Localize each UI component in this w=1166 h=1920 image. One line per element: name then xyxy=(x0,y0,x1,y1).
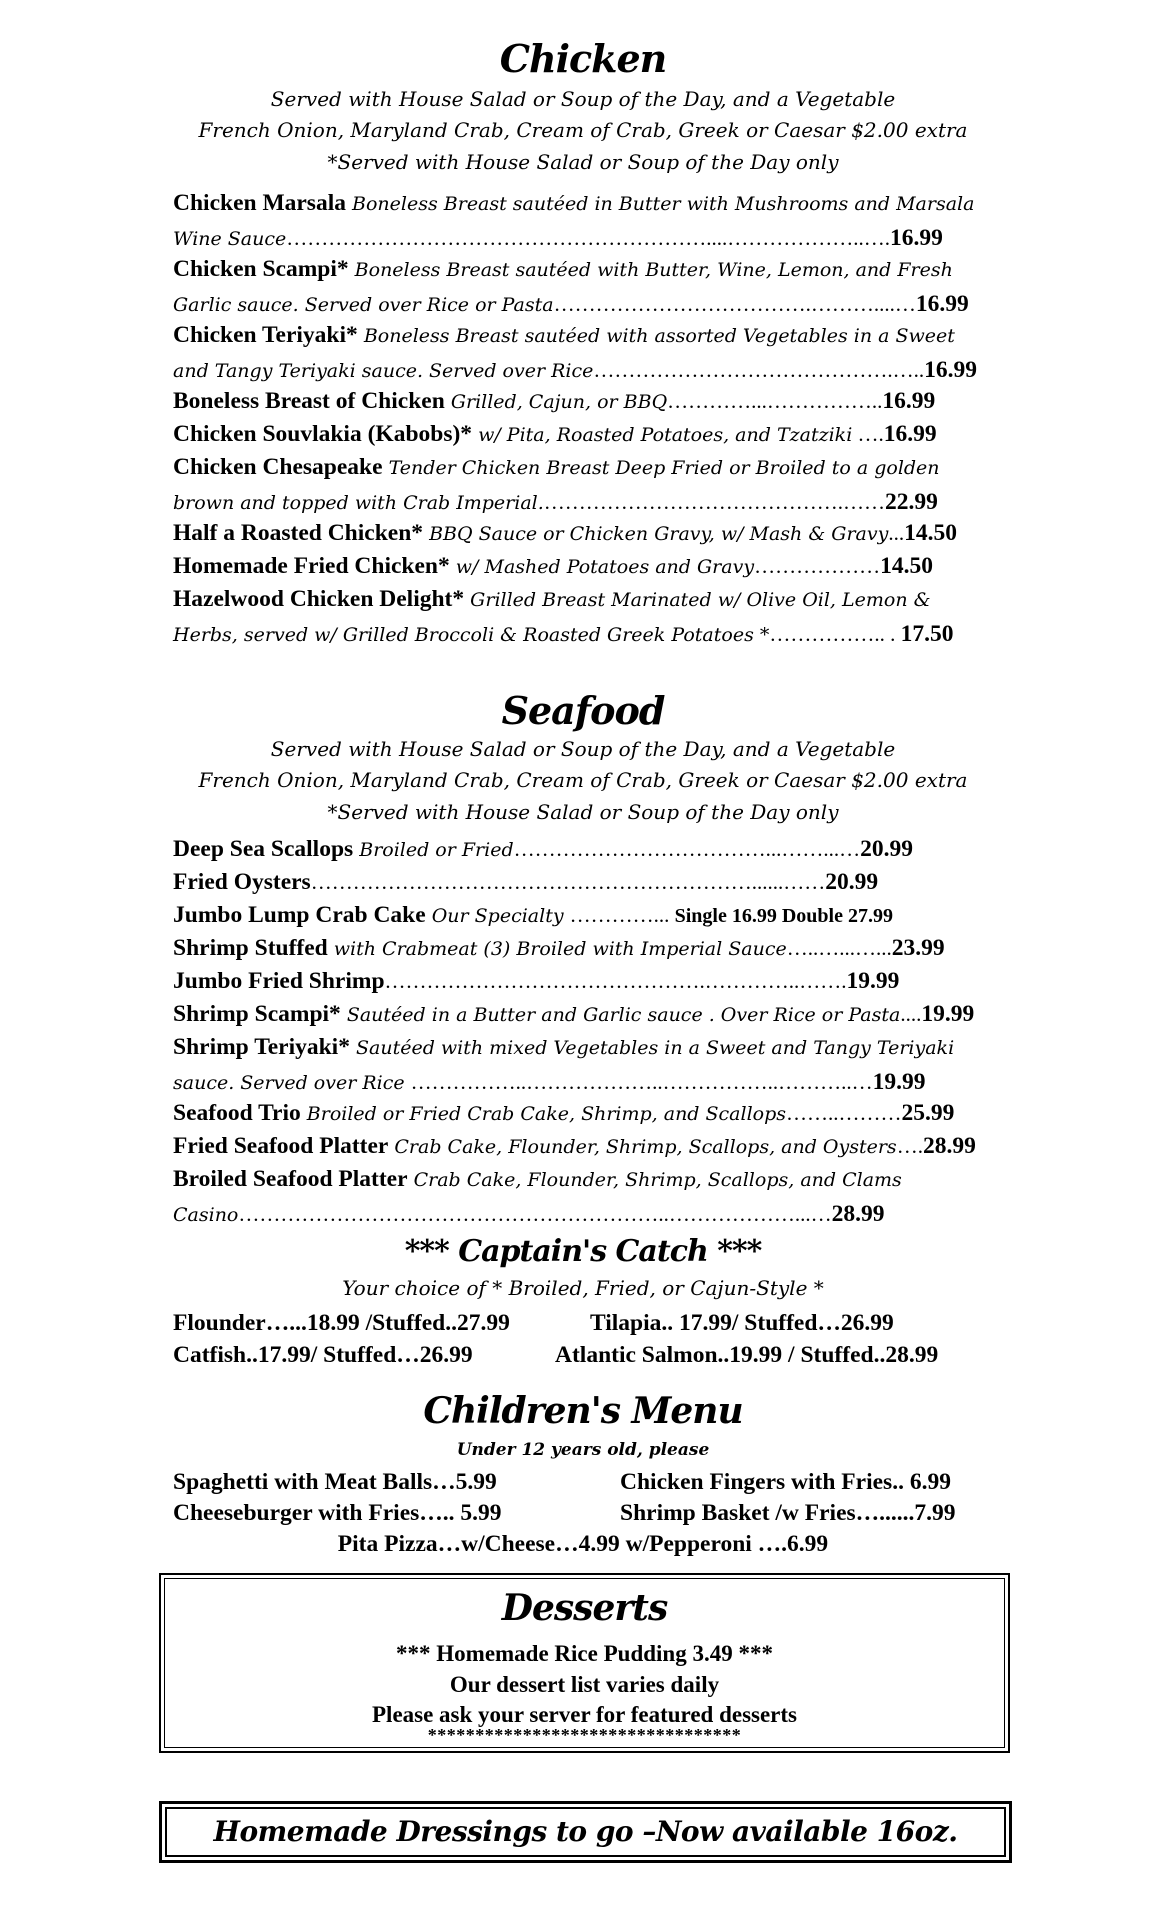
item-price: 28.99 xyxy=(922,1133,976,1159)
item-description: Boneless Breast sautéed with Butter, Wine, Lemon, and Fresh xyxy=(348,259,953,281)
item-price: 19.99 xyxy=(872,1069,926,1095)
seafood-intro-3: *Served with House Salad or Soup of the Day only xyxy=(327,800,839,824)
item-description: Tender Chicken Breast Deep Fried or Broiled to a golden xyxy=(382,457,940,479)
item-name: Jumbo Lump Crab Cake xyxy=(173,902,426,928)
item-price: 16.99 xyxy=(882,388,936,414)
item-price: 19.99 xyxy=(846,968,900,994)
dessert-ask-server: Please ask your server for featured desserts xyxy=(372,1702,797,1727)
chicken-intro-1: Served with House Salad or Soup of the Day, and a Vegetable xyxy=(270,87,896,111)
item-price: 16.99 xyxy=(924,357,977,383)
item-description: Boneless Breast sautéed with assorted Vegetables in a Sweet xyxy=(357,325,955,347)
item-price: 23.99 xyxy=(891,935,945,961)
item-leader-dots: ……………………………………………………..………………...… xyxy=(238,1202,832,1226)
item-leader-dots: …. xyxy=(852,422,884,446)
childrens-menu-heading: Children's Menu xyxy=(423,1390,743,1432)
item-name: Jumbo Fried Shrimp xyxy=(173,968,385,994)
item-leader-dots: …………...…………….. xyxy=(667,389,883,413)
item-leader-dots: ……………………………….………....… xyxy=(553,292,916,316)
item-price: 22.99 xyxy=(885,489,938,515)
item-description: Grilled Breast Marinated w/ Olive Oil, Lemon & xyxy=(464,589,931,611)
item-description: Crab Cake, Flounder, Shrimp, Scallops, and Oysters xyxy=(388,1136,897,1158)
chicken-menu-item xyxy=(173,582,1003,652)
item-name: Hazelwood Chicken Delight* xyxy=(173,586,465,612)
item-price: 20.99 xyxy=(860,836,913,862)
item-name: Seafood Trio xyxy=(173,1100,301,1126)
item-name: Fried Oysters xyxy=(173,869,311,895)
item-leader-dots: ………………………………………………………......…… xyxy=(310,870,826,894)
seafood-intro-2: French Onion, Maryland Crab, Cream of Crab, Greek or Caesar $2.00 extra xyxy=(198,768,968,792)
chicken-menu-item xyxy=(173,252,1003,322)
seafood-menu-item xyxy=(173,1129,1003,1164)
item-leader-dots: ………………………………...……...… xyxy=(513,837,861,861)
item-description-cont: sauce. Served over Rice xyxy=(173,1072,411,1094)
dessert-stars-divider: ********************************* xyxy=(427,1725,742,1745)
kids-spaghetti: Spaghetti with Meat Balls…5.99 xyxy=(173,1469,497,1495)
captains-catch-heading: *** Captain's Catch *** xyxy=(404,1234,762,1269)
kids-cheeseburger: Cheeseburger with Fries….. 5.99 xyxy=(173,1500,502,1526)
item-name: Half a Roasted Chicken* xyxy=(173,520,424,546)
captains-catch-subtitle: Your choice of * Broiled, Fried, or Cajun-Style * xyxy=(342,1276,824,1300)
item-description: Grilled, Cajun, or BBQ xyxy=(444,391,668,413)
item-price: 14.50 xyxy=(880,553,933,579)
chicken-menu-item xyxy=(173,318,1003,388)
item-leader-dots: …………………………………….….. xyxy=(593,358,925,382)
item-description-cont: and Tangy Teriyaki sauce. Served over Rice xyxy=(173,360,594,382)
seafood-menu-item xyxy=(173,898,1003,933)
chicken-heading: Chicken xyxy=(499,36,667,81)
dressings-banner xyxy=(159,1801,1012,1863)
dessert-list-note: Our dessert list varies daily xyxy=(449,1672,720,1697)
item-name: Shrimp Stuffed xyxy=(173,935,328,961)
chicken-menu-item xyxy=(173,417,1003,452)
catch-salmon: Atlantic Salmon..19.99 / Stuffed..28.99 xyxy=(555,1342,939,1368)
item-price: 16.99 xyxy=(915,291,969,317)
item-description: Broiled or Fried Crab Cake, Shrimp, and Scallops xyxy=(300,1103,787,1125)
item-description-cont: brown and topped with Crab Imperial. xyxy=(173,492,544,514)
item-price: 16.99 xyxy=(883,421,937,447)
item-leader-dots: ……………… xyxy=(754,554,881,578)
catch-tilapia: Tilapia.. 17.99/ Stuffed…26.99 xyxy=(590,1310,894,1336)
item-leader-dots: …. xyxy=(896,1134,923,1158)
item-description: w/ Pita, Roasted Potatoes, and Tzatziki xyxy=(472,424,853,446)
item-leader-dots: …..…...…... xyxy=(786,936,892,960)
desserts-heading: Desserts xyxy=(501,1587,668,1629)
item-price: 14.50 xyxy=(904,520,957,546)
dressings-banner-text: Homemade Dressings to go –Now available 16oz. xyxy=(165,1807,1006,1857)
desserts-box xyxy=(159,1573,1010,1753)
item-name: Chicken Scampi* xyxy=(173,256,349,282)
seafood-menu-item xyxy=(173,964,1003,999)
seafood-menu-item xyxy=(173,997,1003,1032)
item-leader-dots: ……………………………………………………....………………..…. xyxy=(286,226,891,250)
item-price: Single 16.99 Double 27.99 xyxy=(674,905,893,927)
item-description: Crab Cake, Flounder, Shrimp, Scallops, and Clams xyxy=(407,1169,902,1191)
seafood-menu-item xyxy=(173,931,1003,966)
item-price: 25.99 xyxy=(901,1100,955,1126)
item-leader-dots: …………….. . xyxy=(769,622,901,646)
item-description-cont: Herbs, served w/ Grilled Broccoli & Roasted Greek Potatoes * xyxy=(173,624,770,646)
item-name: Shrimp Scampi* xyxy=(173,1001,341,1027)
item-price: 28.99 xyxy=(831,1201,885,1227)
seafood-heading: Seafood xyxy=(501,688,665,733)
kids-shrimp-basket: Shrimp Basket /w Fries…......7.99 xyxy=(620,1500,956,1526)
item-leader-dots: ... xyxy=(888,521,905,545)
item-price: 16.99 xyxy=(890,225,943,251)
item-name: Chicken Marsala xyxy=(173,190,346,216)
seafood-menu-item xyxy=(173,865,1003,900)
seafood-menu-item xyxy=(173,1162,1003,1232)
item-description: w/ Mashed Potatoes and Gravy xyxy=(449,556,755,578)
item-name: Chicken Teriyaki* xyxy=(173,322,358,348)
dessert-rice-pudding: *** Homemade Rice Pudding 3.49 *** xyxy=(396,1641,773,1666)
seafood-intro-1: Served with House Salad or Soup of the Day, and a Vegetable xyxy=(270,737,896,761)
kids-chicken-fingers: Chicken Fingers with Fries.. 6.99 xyxy=(620,1469,951,1495)
item-leader-dots: ……………..………………..……………..………..… xyxy=(410,1070,873,1094)
chicken-menu-item xyxy=(173,186,1003,256)
chicken-menu-item xyxy=(173,549,1003,584)
childrens-menu-subtitle: Under 12 years old, please xyxy=(456,1440,710,1460)
chicken-intro-3: *Served with House Salad or Soup of the Day only xyxy=(327,150,839,174)
chicken-intro-2: French Onion, Maryland Crab, Cream of Crab, Greek or Caesar $2.00 extra xyxy=(198,118,968,142)
item-name: Boneless Breast of Chicken xyxy=(173,388,445,414)
item-price: 20.99 xyxy=(825,869,879,895)
catch-catfish: Catfish..17.99/ Stuffed…26.99 xyxy=(173,1342,473,1368)
item-leader-dots: ……..……… xyxy=(786,1101,902,1125)
seafood-menu-item xyxy=(173,1030,1003,1100)
item-description-cont: Wine Sauce xyxy=(173,228,287,250)
item-description: with Crabmeat (3) Broiled with Imperial Sauce xyxy=(327,938,787,960)
item-name: Broiled Seafood Platter xyxy=(173,1166,408,1192)
item-description: BBQ Sauce or Chicken Gravy, w/ Mash & Gravy xyxy=(423,523,889,545)
item-description: Boneless Breast sautéed in Butter with Mushrooms and Marsala xyxy=(345,193,975,215)
item-description: Sautéed in a Butter and Garlic sauce . Over Rice or Pasta xyxy=(340,1004,901,1026)
item-description-cont: Garlic sauce. Served over Rice or Pasta xyxy=(173,294,554,316)
item-name: Fried Seafood Platter xyxy=(173,1133,389,1159)
catch-flounder: Flounder…...18.99 /Stuffed..27.99 xyxy=(173,1310,510,1336)
item-price: 17.50 xyxy=(900,621,954,647)
kids-pita-pizza: Pita Pizza…w/Cheese…4.99 w/Pepperoni ….6.99 xyxy=(337,1531,829,1557)
chicken-menu-item xyxy=(173,450,1003,520)
chicken-menu-item xyxy=(173,516,1003,551)
seafood-menu-item xyxy=(173,832,1003,867)
item-price: 19.99 xyxy=(921,1001,975,1027)
seafood-menu-item xyxy=(173,1096,1003,1131)
item-name: Shrimp Teriyaki* xyxy=(173,1034,350,1060)
item-name: Homemade Fried Chicken* xyxy=(173,553,450,579)
chicken-menu-item xyxy=(173,384,1003,419)
item-description-cont: Casino xyxy=(173,1204,239,1226)
item-description: Our Specialty xyxy=(425,905,570,927)
item-description: Broiled or Fried xyxy=(353,839,514,861)
item-name: Deep Sea Scallops xyxy=(173,836,354,862)
item-leader-dots: ……………………………………….…………..……. xyxy=(384,969,847,993)
item-description: Sautéed with mixed Vegetables in a Sweet and Tangy Teriyaki xyxy=(349,1037,955,1059)
item-leader-dots: …………... xyxy=(569,903,675,927)
item-leader-dots: .... xyxy=(900,1002,922,1026)
item-name: Chicken Souvlakia (Kabobs)* xyxy=(173,421,473,447)
item-name: Chicken Chesapeake xyxy=(173,454,383,480)
item-leader-dots: …………………………………….…… xyxy=(543,490,886,514)
